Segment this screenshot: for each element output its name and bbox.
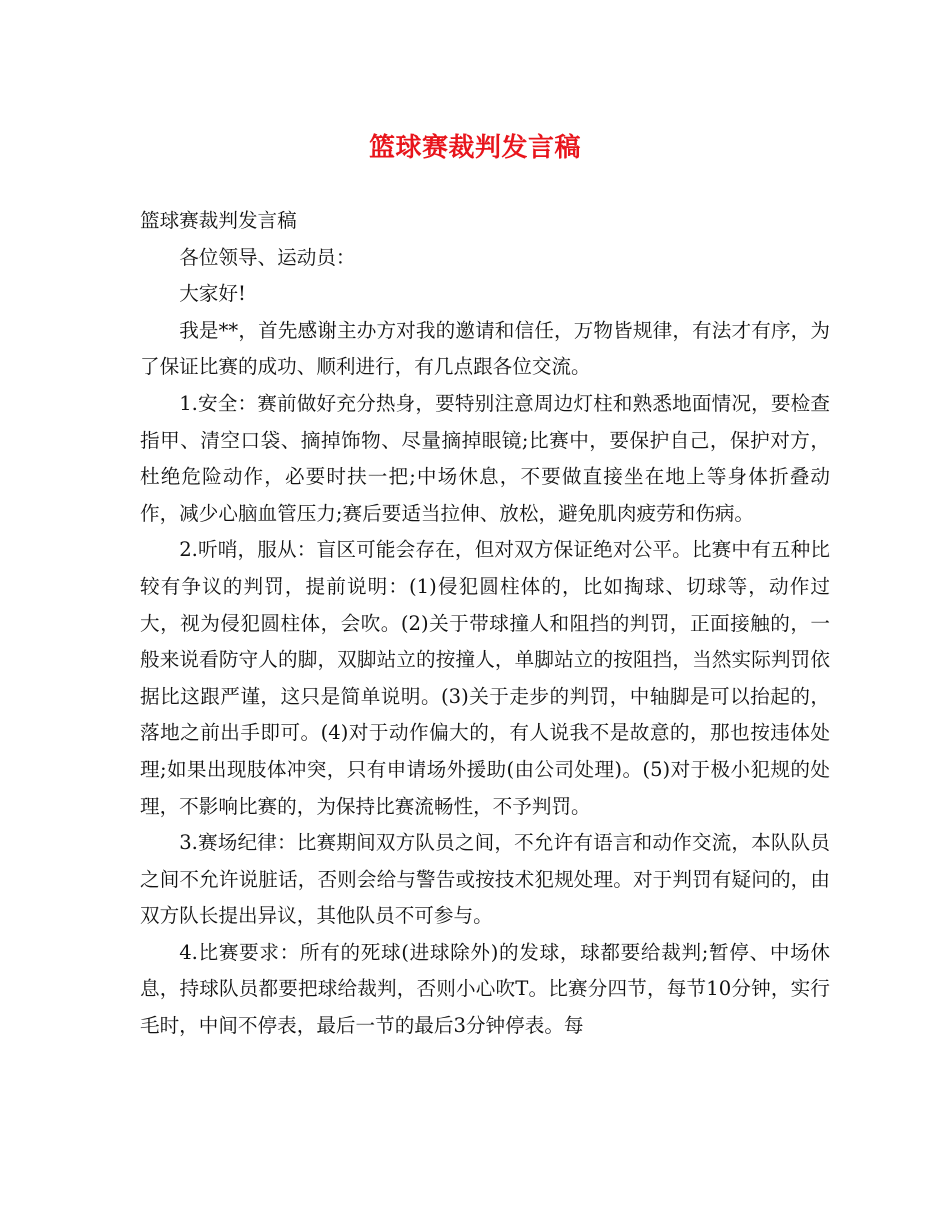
paragraph-discipline: 3.赛场纪律：比赛期间双方队员之间，不允许有语言和动作交流，本队队员之间不允许说脏话，否则会给与警告或按技术犯规处理。对于判罚有疑问的，由双方队长提出异议，其他队员不可参与。 xyxy=(140,831,830,928)
paragraph-requirements: 4.比赛要求：所有的死球(进球除外)的发球，球都要给裁判;暂停、中场休息，持球队员都要把球给裁判，否则小心吹T。比赛分四节，每节10分钟，实行毛时，中间不停表，最后一节的最后3分钟停表。每 xyxy=(140,940,830,1038)
paragraph-whistle-obey: 2.听哨，服从：盲区可能会存在，但对双方保证绝对公平。比赛中有五种比较有争议的判罚，提前说明：(1)侵犯圆柱体的，比如掏球、切球等，动作过大，视为侵犯圆柱体，会吹。(2)关于带球撞人和阻挡的判罚，正面接触的，一般来说看防守人的脚，双脚站立的按撞人，单脚站立的按阻挡，当然实际判罚依据比这跟严谨，这只是简单说明。(3)关于走步的判罚，中轴脚是可以抬起的，落地之前出手即可。(4)对于动作偏大的，有人说我不是故意的，那也按违体处理;如果出现肢体冲突，只有申请场外援助(由公司处理)。(5)对于极小犯规的处理，不影响比赛的，为保持比赛流畅性，不予判罚。 xyxy=(140,538,830,818)
document-body xyxy=(140,203,830,1045)
page-title: 篮球赛裁判发言稿 xyxy=(368,133,581,163)
subtitle-line: 篮球赛裁判发言稿 xyxy=(140,209,297,232)
greeting-line: 大家好! xyxy=(179,282,246,306)
paragraph-safety: 1.安全：赛前做好充分热身，要特别注意周边灯柱和熟悉地面情况，要检查指甲、清空口袋、摘掉饰物、尽量摘掉眼镜;比赛中，要保护自己，保护对方，杜绝危险动作，必要时扶一把;中场休息，不要做直接坐在地上等身体折叠动作，减少心脑血管压力;赛后要适当拉伸、放松，避免肌肉疲劳和伤病。 xyxy=(140,391,830,525)
intro-paragraph: 我是**，首先感谢主办方对我的邀请和信任，万物皆规律，有法才有序，为了保证比赛的成功、顺利进行，有几点跟各位交流。 xyxy=(140,318,830,379)
salutation-line: 各位领导、运动员： xyxy=(179,245,356,269)
